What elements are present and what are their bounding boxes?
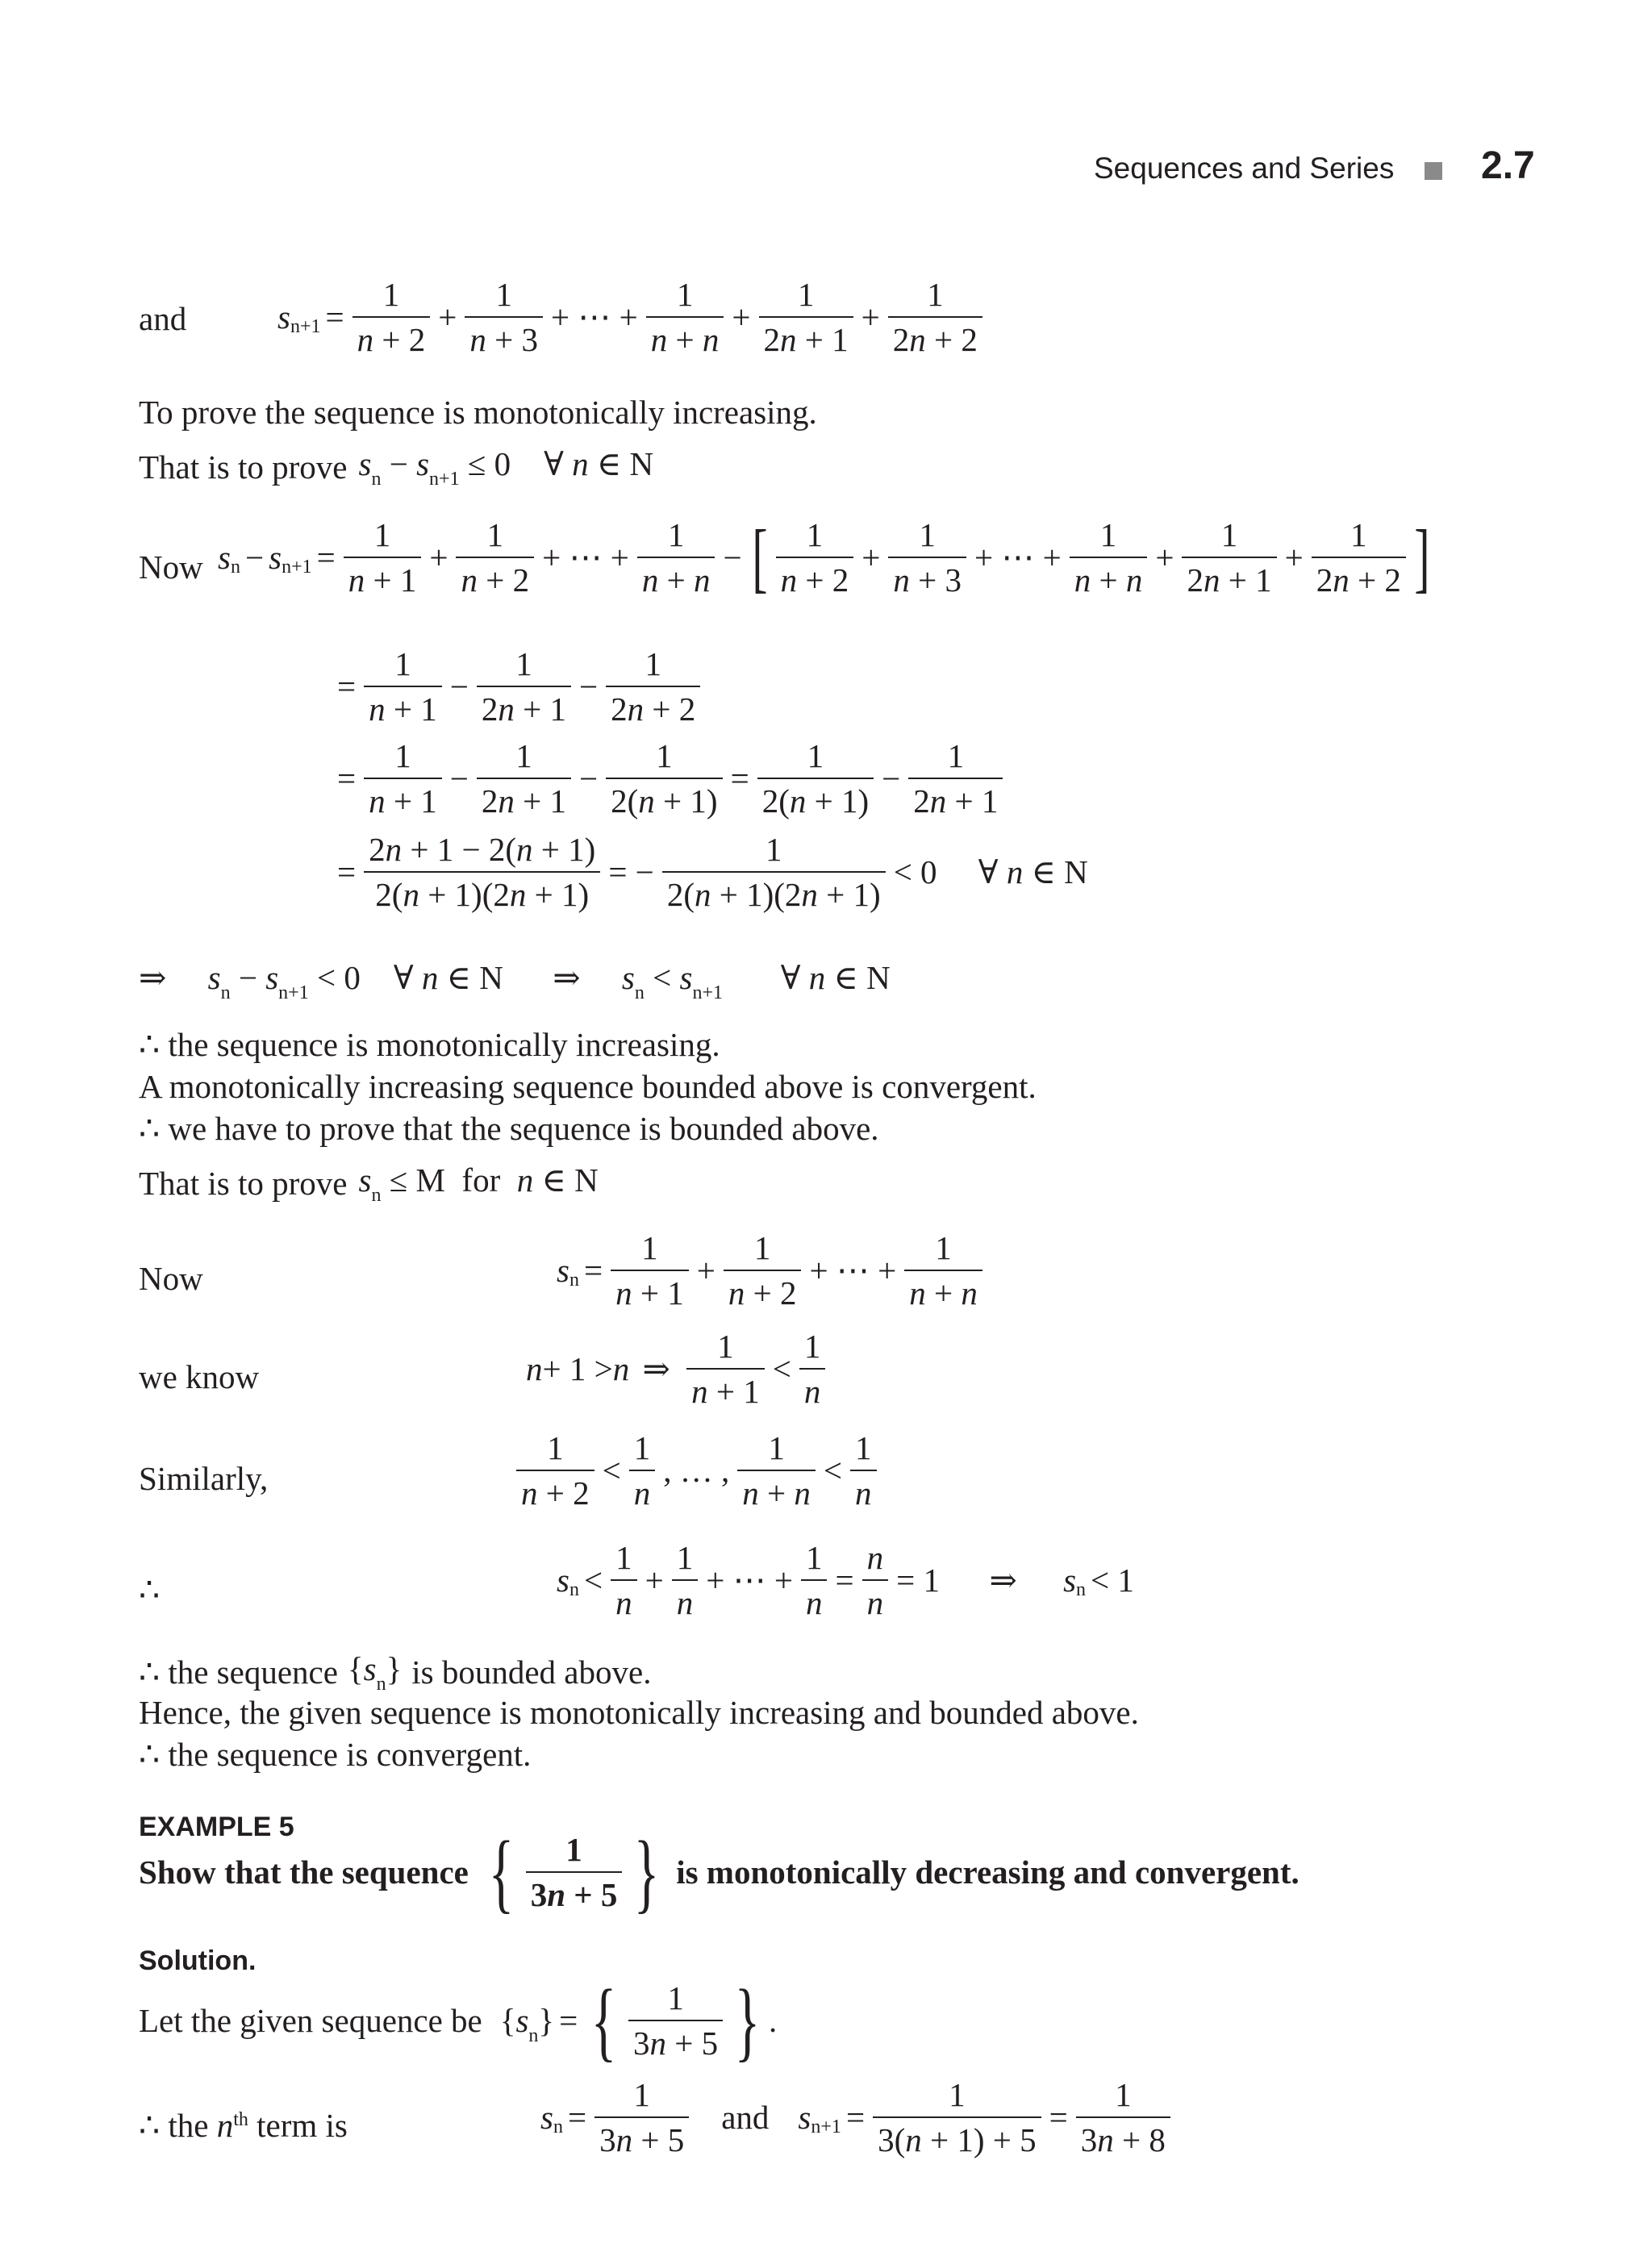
header-square-icon bbox=[1425, 162, 1442, 180]
eq-step-3: = $\frac{2n + 1 - 2(n + 1)}{2(n + 1)(2n + 1)}$ = − $\frac{1}{2(n + 1)(2n + 1)}$ < 0 ∀ n ∈ N bbox=[337, 831, 1088, 913]
and-connector: and bbox=[721, 2099, 770, 2136]
hence-line: Hence, the given sequence is monotonically increasing and bounded above. bbox=[139, 1694, 1139, 1731]
statement-part-a: Show that the sequence bbox=[139, 1854, 469, 1891]
eq-sn-def: s n = $\frac{1}{n + 1}$ + $\frac{1}{n + 2}$ + ⋯ + $\frac{1}{n + n}$ bbox=[557, 1229, 986, 1311]
now-label-2: Now bbox=[139, 1260, 203, 1297]
therefore-symbol: ∴ bbox=[139, 1571, 161, 1608]
eq-nth-term: s n = $\frac{1}{3n + 5}$ and s n+1 = $\frac{1}{3(n + 1) + 5}$ = $\frac{1}{3n + 8}$ bbox=[540, 2076, 1174, 2158]
nth-prefix: ∴ the bbox=[139, 2107, 209, 2144]
therefore-the-sequence: ∴ the sequence bbox=[139, 1653, 338, 1691]
convergent-line: ∴ the sequence is convergent. bbox=[139, 1736, 532, 1773]
nth-suffix: term is bbox=[257, 2107, 348, 2144]
that-is-to-prove-2: That is to prove bbox=[139, 1164, 348, 1202]
statement-part-b: is monotonically decreasing and convergent. bbox=[676, 1854, 1299, 1891]
page-number: 2.7 bbox=[1481, 144, 1535, 187]
nth-term-label: ∴ the $n^{th}$ term is bbox=[139, 2107, 348, 2144]
we-know-label: we know bbox=[139, 1358, 260, 1395]
now-label-1: Now bbox=[139, 548, 203, 586]
that-is-to-prove: That is to prove bbox=[139, 448, 348, 486]
prove-bound-line: That is to prove $s_n \le M$ for n ∈ N bbox=[139, 1161, 599, 1206]
header-title: Sequences and Series bbox=[1094, 152, 1395, 185]
prove-increasing: To prove the sequence is monotonically increasing. bbox=[139, 394, 817, 431]
example-label: EXAMPLE 5 bbox=[139, 1812, 294, 1842]
running-header bbox=[1094, 152, 1394, 186]
eq-similarly: $\frac{1}{n + 2}$ < $\frac{1}{n}$ , … , $\frac{1}{n + n}$ < $\frac{1}{n}$ bbox=[513, 1429, 880, 1512]
eq-step-2: = $\frac{1}{n + 1}$ − $\frac{1}{2n + 1}$ − $\frac{1}{2(n + 1)}$ = $\frac{1}{2(n + 1)}$ − $\frac{1}{2n + 1}$ bbox=[332, 737, 1006, 819]
example-statement: Show that the sequence { $\frac{1}{3n + 5}$ } is monotonically decreasing and convergent. bbox=[139, 1823, 1299, 1921]
bounded-above-line: ∴ the sequence $\{s_n\}$ is bounded above. bbox=[139, 1650, 652, 1695]
implication-line: ⇒ $s_n - s_{n+1} < 0$ ∀ n ∈ N ⇒ $s_n < s_{n+1}$ ∀ n ∈ N bbox=[139, 959, 891, 1003]
let-sequence-line: Let the given sequence be $\{s_n\}$ = { $\frac{1}{3n + 5}$ } . bbox=[139, 1971, 778, 2070]
is-bounded-above: is bounded above. bbox=[411, 1653, 652, 1691]
therefore-prove-bounded: ∴ we have to prove that the sequence is bounded above. bbox=[139, 1110, 879, 1147]
and-label: and bbox=[139, 300, 187, 337]
prove-diff-line: That is to prove $s_n - s_{n+1} \le 0$ ∀ n ∈ N bbox=[139, 445, 654, 490]
let-given-sequence: Let the given sequence be bbox=[139, 2002, 482, 2039]
therefore-increasing: ∴ the sequence is monotonically increasing. bbox=[139, 1026, 720, 1063]
monotone-bounded-convergent: A monotonically increasing sequence bounded above is convergent. bbox=[139, 1068, 1037, 1105]
eq-we-know: n + 1 > n ⇒ $\frac{1}{n + 1}$ < $\frac{1}{n}$ bbox=[526, 1328, 828, 1410]
eq-diff-expand: s n − s n+1 = $\frac{1}{n + 1}$ + $\frac{1}{n + 2}$ + ⋯ + $\frac{1}{n + n}$ − [ $\frac{1}{n + 2}$ + $\frac{1}{n + 3}$ + ⋯ + $\frac{1}{n + n}$ + $\frac{1}{2n + 1}$ + $\frac{1}{2n + 2}$ ] bbox=[218, 514, 1430, 600]
similarly-label: Similarly, bbox=[139, 1460, 269, 1497]
eq-step-1: = $\frac{1}{n + 1}$ − $\frac{1}{2n + 1}$ − $\frac{1}{2n + 2}$ bbox=[332, 645, 703, 728]
eq-sn-less-1: s n < $\frac{1}{n}$ + $\frac{1}{n}$ + ⋯ + $\frac{1}{n}$ = $\frac{n}{n}$ = 1 ⇒ s n < 1 bbox=[557, 1539, 1134, 1621]
eq-s-n-plus-1: s n+1 = $\frac{1}{n + 2}$ + $\frac{1}{n + 3}$ + ⋯ + $\frac{1}{n + n}$ + $\frac{1}{2n + 1}$ + $\frac{1}{2n + 2}$ bbox=[277, 276, 986, 358]
solution-label: Solution. bbox=[139, 1945, 257, 1976]
